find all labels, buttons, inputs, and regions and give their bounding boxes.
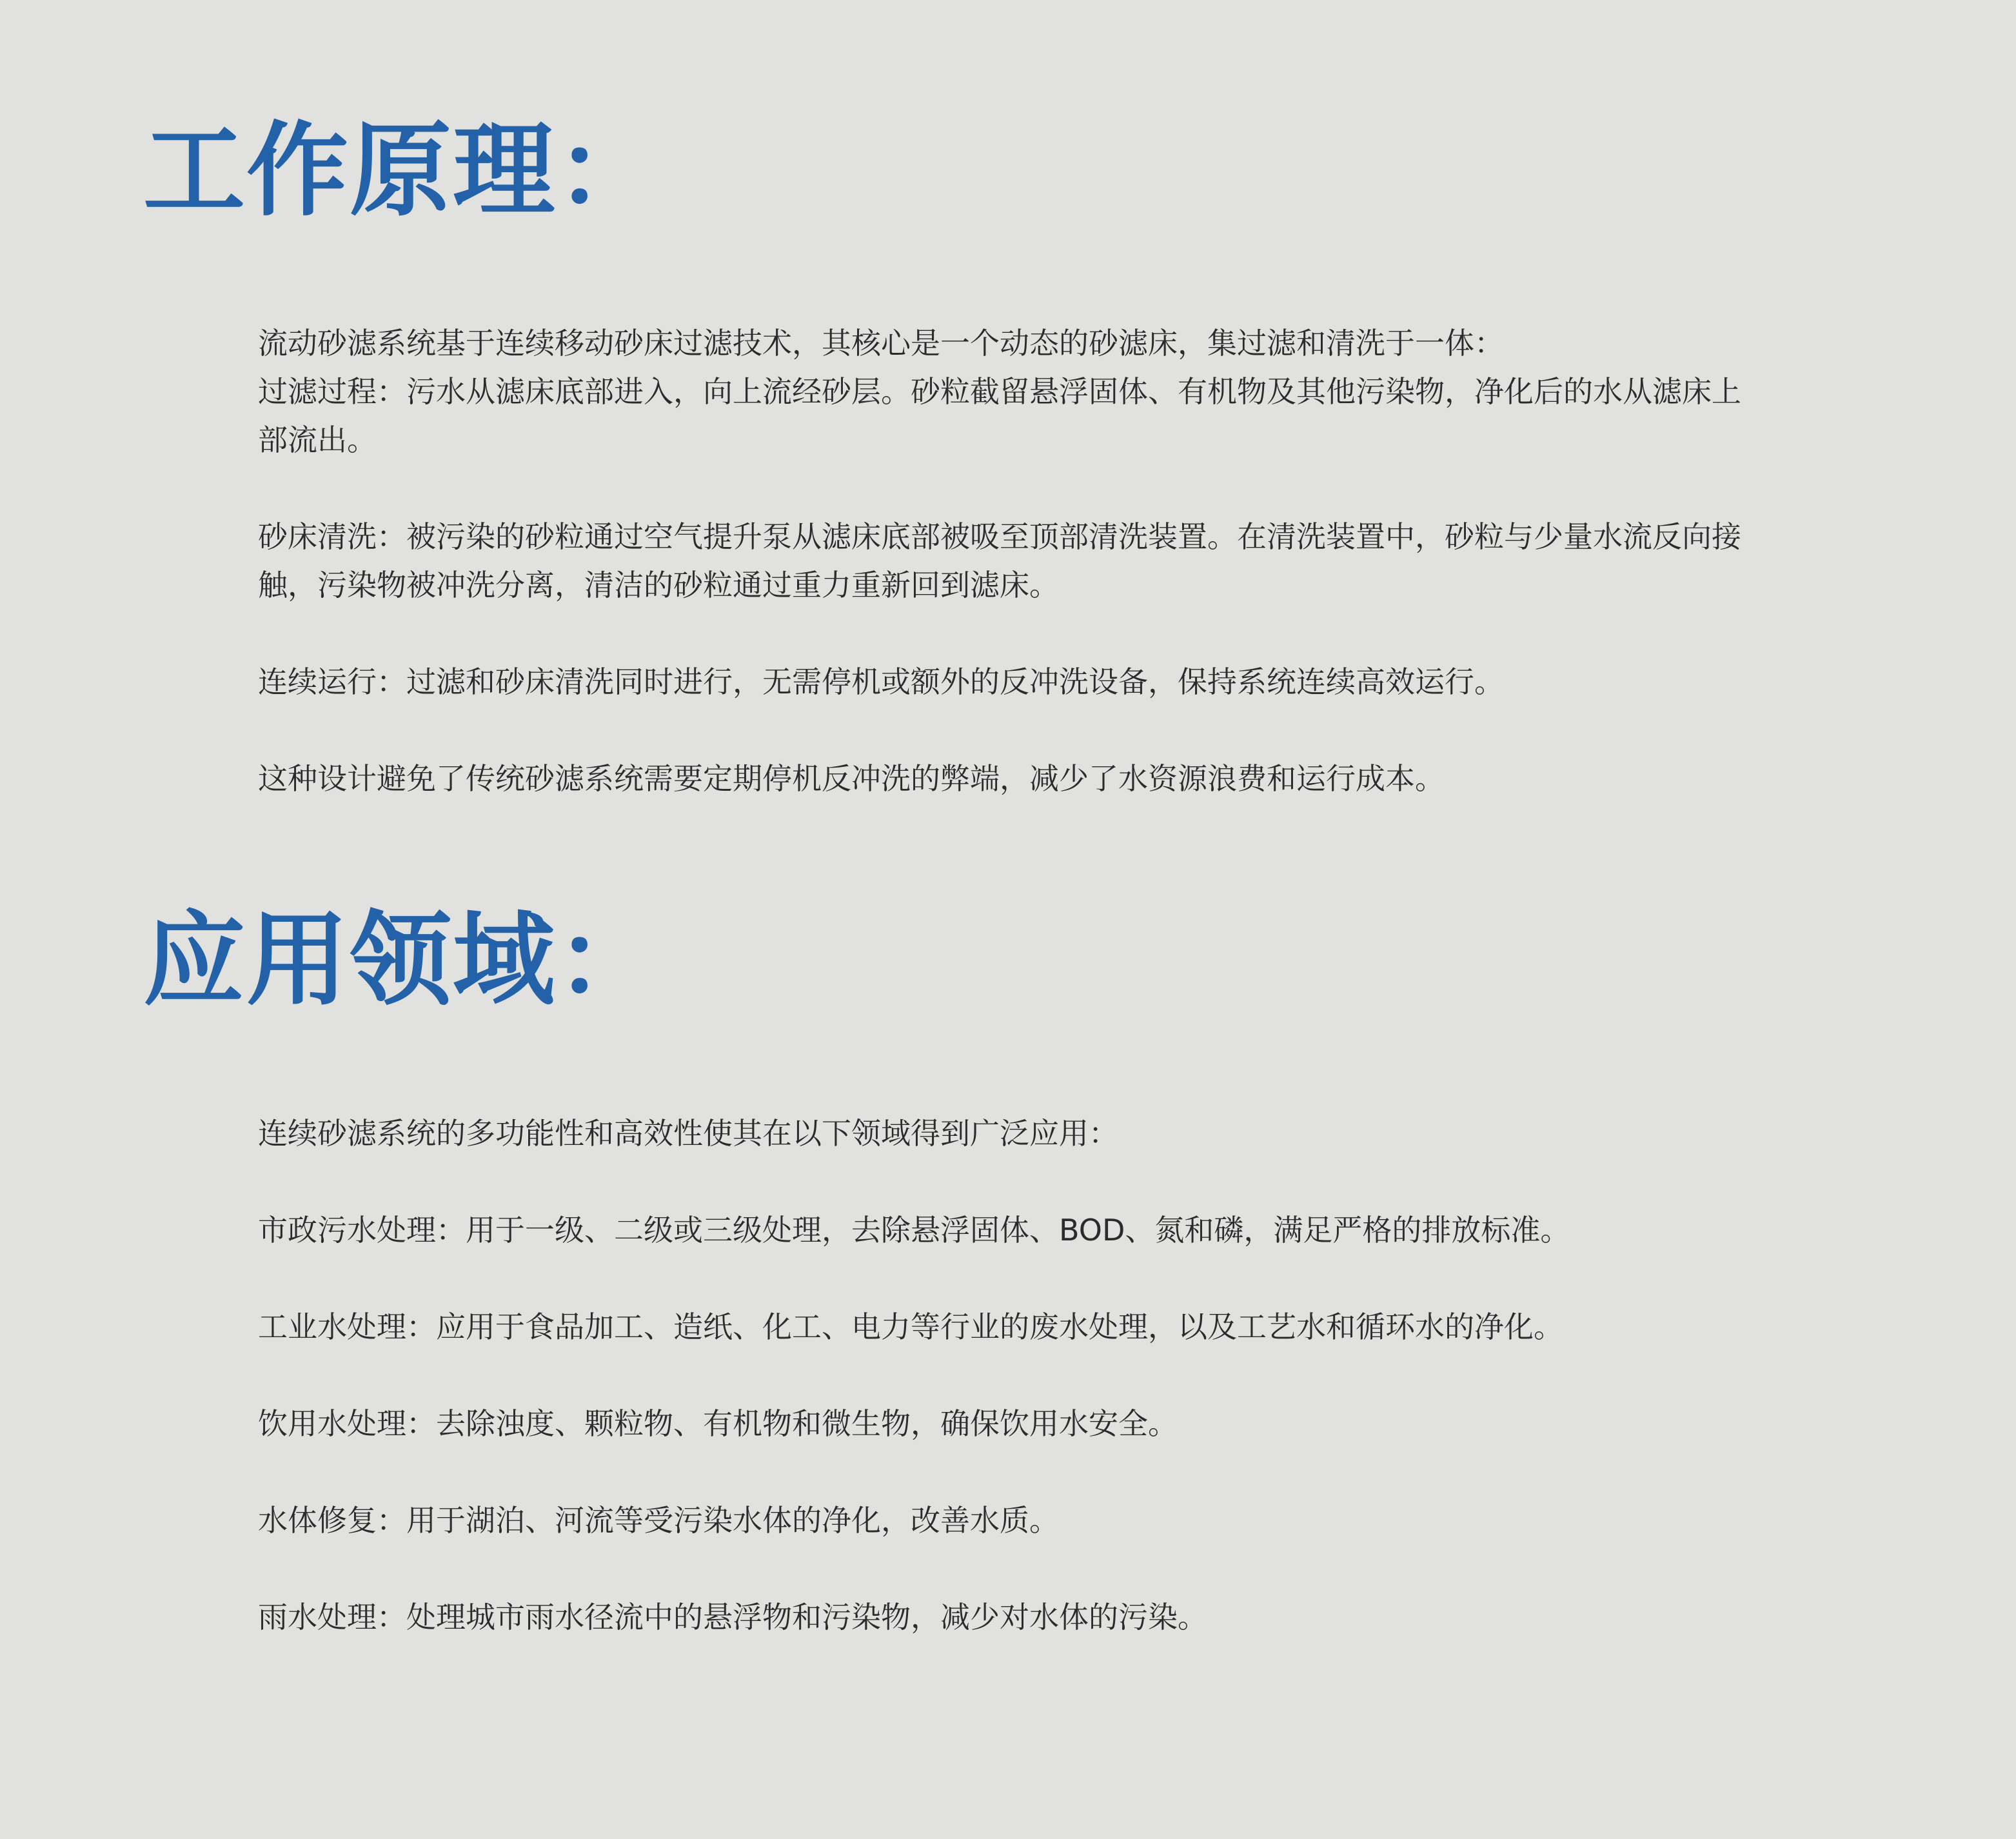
working-principle-heading: 工作原理： <box>143 112 659 230</box>
continuous-operation-paragraph: 连续运行：过滤和砂床清洗同时进行，无需停机或额外的反冲洗设备，保持系统连续高效运行。 <box>258 664 1504 699</box>
sand-bed-washing-paragraph: 砂床清洗：被污染的砂粒通过空气提升泵从滤床底部被吸至顶部清洗装置。在清洗装置中，砂粒与少量水流反向接触，污染物被冲洗分离，清洁的砂粒通过重力重新回到滤床。 <box>258 519 1741 602</box>
application-item-drinking-water: 饮用水处理：去除浊度、颗粒物、有机物和微生物，确保饮用水安全。 <box>258 1406 1178 1441</box>
filtration-process-paragraph: 过滤过程：污水从滤床底部进入，向上流经砂层。砂粒截留悬浮固体、有机物及其他污染物，净化后的水从滤床上部流出。 <box>258 374 1741 457</box>
application-fields-heading: 应用领域： <box>143 901 659 1020</box>
paragraph-spacer <box>258 610 1754 658</box>
principle-intro-paragraph: 流动砂滤系统基于连续移动砂床过滤技术，其核心是一个动态的砂滤床，集过滤和清洗于一体： <box>258 326 1504 361</box>
application-fields-body <box>258 1109 1754 1642</box>
application-item-water-restoration: 水体修复：用于湖泊、河流等受污染水体的净化，改善水质。 <box>258 1503 1059 1538</box>
application-item-stormwater: 雨水处理：处理城市雨水径流中的悬浮物和污染物，减少对水体的污染。 <box>258 1600 1207 1635</box>
application-item-industrial: 工业水处理：应用于食品加工、造纸、化工、电力等行业的废水处理，以及工艺水和循环水的净化。 <box>258 1309 1563 1344</box>
paragraph-spacer <box>258 706 1754 755</box>
working-principle-body <box>258 319 1754 803</box>
applications-intro-paragraph: 连续砂滤系统的多功能性和高效性使其在以下领域得到广泛应用： <box>258 1116 1118 1151</box>
paragraph-spacer <box>258 464 1754 513</box>
application-item-municipal: 市政污水处理：用于一级、二级或三级处理，去除悬浮固体、BOD、氮和磷，满足严格的排放标准。 <box>258 1213 1570 1248</box>
design-summary-paragraph: 这种设计避免了传统砂滤系统需要定期停机反冲洗的弊端，减少了水资源浪费和运行成本。 <box>258 761 1445 796</box>
